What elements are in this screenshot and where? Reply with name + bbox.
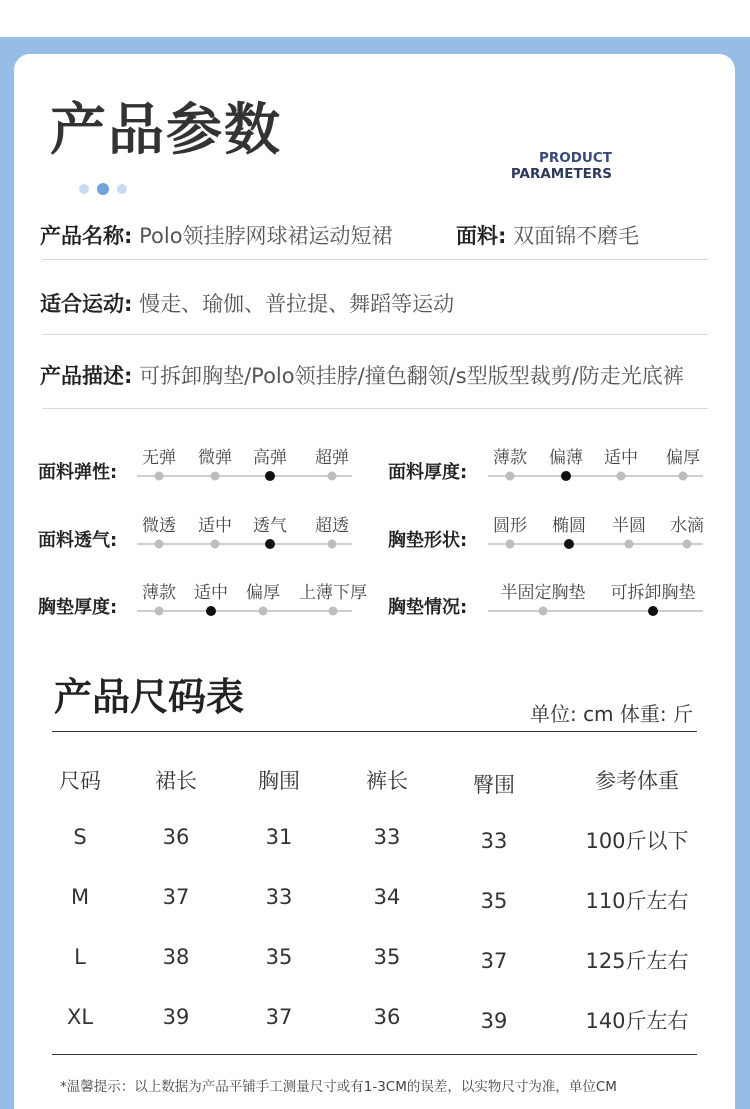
attribute-option: 超弹 [315,448,349,468]
decor-dot [97,183,109,195]
table-header-cell: 裙长 [155,769,197,793]
attribute-marker [625,540,634,549]
product-name-key: 产品名称: [40,224,133,248]
english-subtitle [511,150,612,182]
attribute-option: 可拆卸胸垫 [610,583,696,603]
attribute-scale-line [137,610,352,612]
table-cell: XL [66,1005,94,1029]
attribute-scale-line [488,543,703,545]
attribute-marker-selected [564,539,574,549]
attribute-scale-line [137,543,352,545]
table-cell: 36 [162,825,190,849]
table-cell: S [73,825,87,849]
table-cell: 33 [265,885,293,909]
table-cell: 35 [373,945,401,969]
attribute-label: 胸垫情况: [388,597,468,618]
attribute-marker [211,472,220,481]
fabric-key: 面料: [456,224,507,248]
table-cell: 33 [480,829,508,853]
attribute-scale-line [488,610,703,612]
attribute-option: 无弹 [142,448,176,468]
info-row-sport [40,290,454,318]
english-subtitle-line1: PRODUCT [538,150,612,166]
sport-key: 适合运动: [40,292,133,316]
table-header-cell: 胸围 [258,769,300,793]
attribute-marker [211,540,220,549]
table-cell: 37 [265,1005,293,1029]
attribute-marker-selected [648,606,658,616]
attribute-option: 半固定胸垫 [500,583,586,603]
attribute-label: 胸垫厚度: [38,597,118,618]
table-bottom-rule [52,1054,697,1055]
divider [42,259,708,260]
attribute-option: 透气 [253,516,287,536]
attribute-label: 面料厚度: [388,462,468,483]
sport-value: 慢走、瑜伽、普拉提、舞蹈等运动 [139,292,455,316]
attribute-marker [506,540,515,549]
attribute-option: 适中 [604,448,638,468]
attribute-option: 薄款 [142,583,176,603]
table-header-cell: 裤长 [366,769,408,793]
table-cell: 125斤左右 [585,949,689,973]
attribute-marker-selected [265,471,275,481]
divider [42,334,708,335]
attribute-option: 适中 [194,583,228,603]
attribute-marker [259,607,268,616]
decor-dots [79,183,127,195]
attribute-marker-selected [561,471,571,481]
attribute-marker [539,607,548,616]
table-cell: 39 [480,1009,508,1033]
attribute-option: 水滴 [670,516,704,536]
table-header-cell: 臀围 [473,773,515,797]
attribute-label: 面料透气: [38,530,118,551]
attribute-option: 圆形 [493,516,527,536]
attribute-marker [328,472,337,481]
fabric-value: 双面锦不磨毛 [513,224,640,248]
attribute-option: 微透 [142,516,176,536]
info-row-name [40,222,393,250]
table-cell: 140斤左右 [585,1009,689,1033]
attribute-option: 椭圆 [552,516,586,536]
table-cell: 39 [162,1005,190,1029]
info-row-desc [40,362,684,390]
attribute-option: 半圆 [612,516,646,536]
table-cell: 31 [265,825,293,849]
attribute-marker [155,540,164,549]
table-header-cell: 参考体重 [595,769,679,793]
attribute-option: 偏厚 [246,583,280,603]
table-cell: 33 [373,825,401,849]
attribute-option: 适中 [198,516,232,536]
table-cell: 37 [480,949,508,973]
attribute-option: 上薄下厚 [299,583,367,603]
attribute-option: 偏薄 [549,448,583,468]
table-cell: L [74,945,86,969]
attribute-marker [328,540,337,549]
attribute-marker [155,472,164,481]
attribute-marker [679,472,688,481]
attribute-option: 高弹 [253,448,287,468]
attribute-option: 超透 [315,516,349,536]
decor-dot [117,184,127,194]
table-top-rule [52,731,697,732]
desc-value: 可拆卸胸垫/Polo领挂脖/撞色翻领/s型版型裁剪/防走光底裤 [139,364,684,388]
attribute-option: 偏厚 [666,448,700,468]
table-cell: M [70,885,90,909]
size-table-unit: 单位: cm 体重: 斤 [529,702,693,726]
decor-dot [79,184,89,194]
attribute-label: 胸垫形状: [388,530,468,551]
size-note: *温馨提示：以上数据为产品平铺手工测量尺寸或有1-3CM的误差，以实物尺寸为准，单位CM [60,1079,617,1095]
attribute-marker [683,540,692,549]
attribute-option: 薄款 [493,448,527,468]
attribute-scale-line [137,475,352,477]
table-cell: 100斤以下 [585,829,689,853]
attribute-marker [506,472,515,481]
attribute-option: 微弹 [198,448,232,468]
english-subtitle-line2: PARAMETERS [510,166,612,182]
product-name-value: Polo领挂脖网球裙运动短裙 [139,224,393,248]
attribute-marker [155,607,164,616]
attribute-marker-selected [206,606,216,616]
table-cell: 38 [162,945,190,969]
table-cell: 110斤左右 [585,889,689,913]
attribute-scale-line [488,475,703,477]
info-row-fabric [456,222,639,250]
desc-key: 产品描述: [40,364,133,388]
divider [42,408,708,409]
table-cell: 35 [265,945,293,969]
table-cell: 37 [162,885,190,909]
table-cell: 34 [373,885,401,909]
table-cell: 36 [373,1005,401,1029]
attribute-marker-selected [265,539,275,549]
table-header-cell: 尺码 [59,769,101,793]
table-cell: 35 [480,889,508,913]
page-title: 产品参数 [50,98,282,163]
size-table-title: 产品尺码表 [54,675,245,719]
attribute-label: 面料弹性: [38,462,118,483]
attribute-marker [617,472,626,481]
attribute-marker [329,607,338,616]
